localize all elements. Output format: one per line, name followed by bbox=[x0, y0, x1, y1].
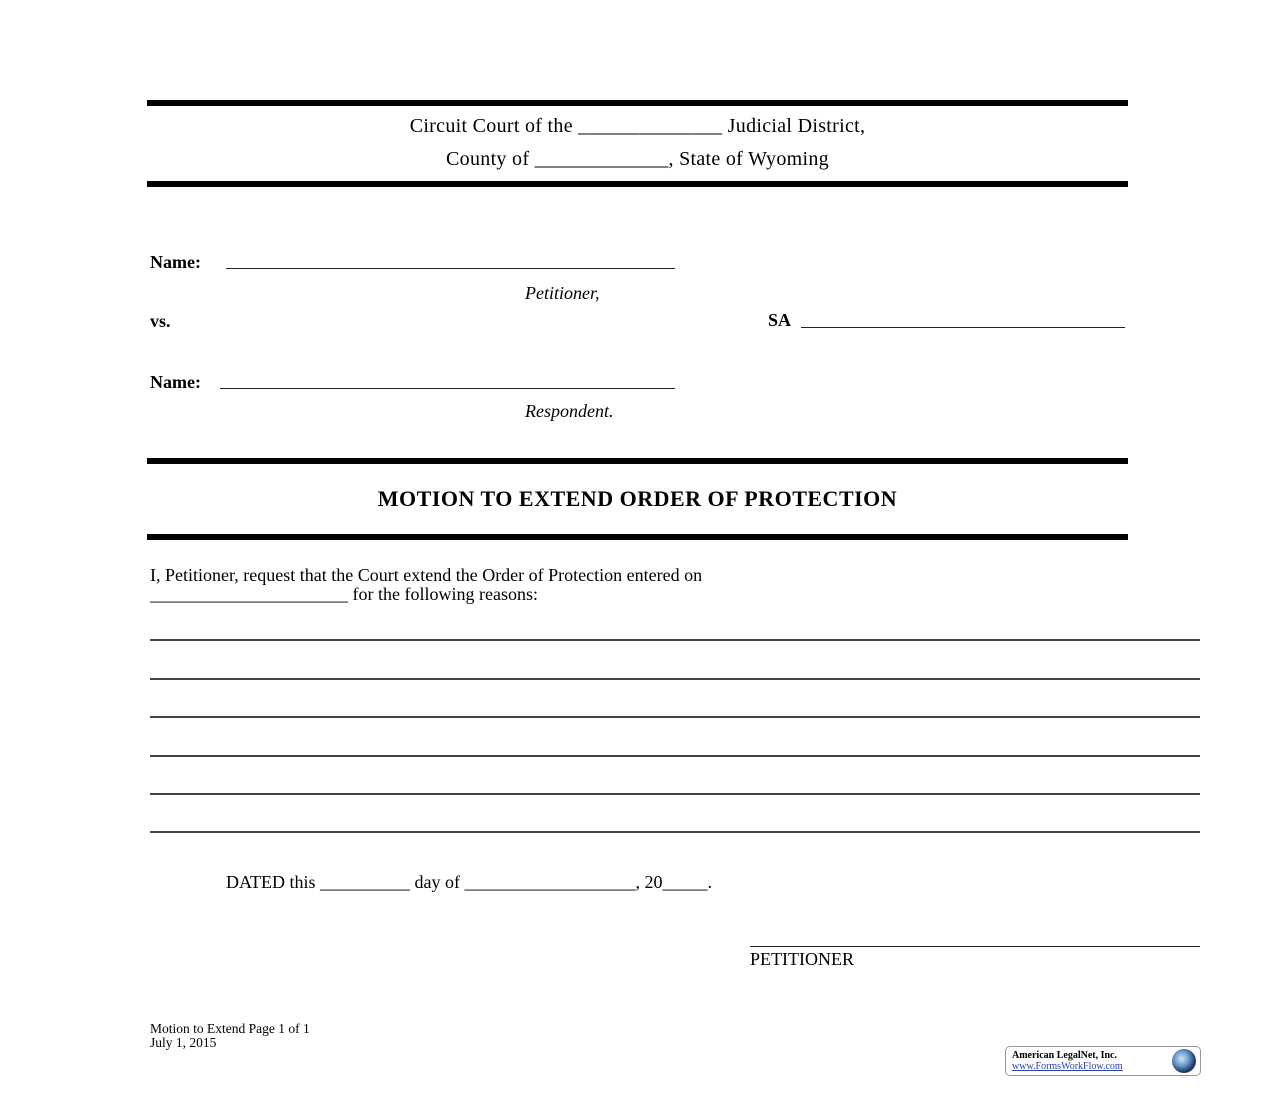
title-top-rule bbox=[147, 458, 1128, 464]
reason-line-2[interactable] bbox=[150, 678, 1200, 680]
dated-line: DATED this __________ day of ___________________, 20_____. bbox=[226, 872, 712, 892]
reason-line-4[interactable] bbox=[150, 755, 1200, 757]
versus-label: vs. bbox=[150, 311, 171, 331]
title-bottom-rule bbox=[147, 534, 1128, 540]
case-number-label: SA bbox=[768, 310, 792, 330]
respondent-role-label: Respondent. bbox=[525, 401, 614, 421]
request-text-line-1: I, Petitioner, request that the Court extend the Order of Protection entered on bbox=[150, 565, 703, 585]
header-bottom-rule bbox=[147, 181, 1128, 187]
vendor-url-link[interactable]: www.FormsWorkFlow.com bbox=[1012, 1061, 1123, 1072]
vendor-name: American LegalNet, Inc. bbox=[1012, 1050, 1117, 1061]
globe-logo-icon bbox=[1172, 1049, 1196, 1073]
footer-date: July 1, 2015 bbox=[150, 1035, 217, 1050]
respondent-name-label: Name: bbox=[150, 372, 201, 392]
request-text-line-2: ______________________ for the following reasons: bbox=[150, 584, 538, 604]
reason-line-1[interactable] bbox=[150, 639, 1200, 641]
respondent-name-field[interactable] bbox=[220, 388, 675, 389]
petitioner-signature-label: PETITIONER bbox=[750, 949, 854, 969]
reason-line-5[interactable] bbox=[150, 793, 1200, 795]
petitioner-role-label: Petitioner, bbox=[525, 283, 600, 303]
document-title: MOTION TO EXTEND ORDER OF PROTECTION bbox=[377, 486, 898, 511]
petitioner-name-label: Name: bbox=[150, 252, 201, 272]
case-number-field[interactable] bbox=[801, 327, 1125, 328]
vendor-badge[interactable] bbox=[1005, 1046, 1201, 1076]
reason-line-6[interactable] bbox=[150, 831, 1200, 833]
footer-page-info: Motion to Extend Page 1 of 1 bbox=[150, 1021, 310, 1036]
court-caption-line-2: County of _____________, State of Wyoming bbox=[446, 148, 829, 170]
petitioner-signature-field[interactable] bbox=[750, 946, 1200, 947]
header-top-rule bbox=[147, 100, 1128, 106]
court-caption-line-1: Circuit Court of the ______________ Judicial District, bbox=[409, 115, 866, 137]
reason-line-3[interactable] bbox=[150, 716, 1200, 718]
petitioner-name-field[interactable] bbox=[226, 268, 675, 269]
